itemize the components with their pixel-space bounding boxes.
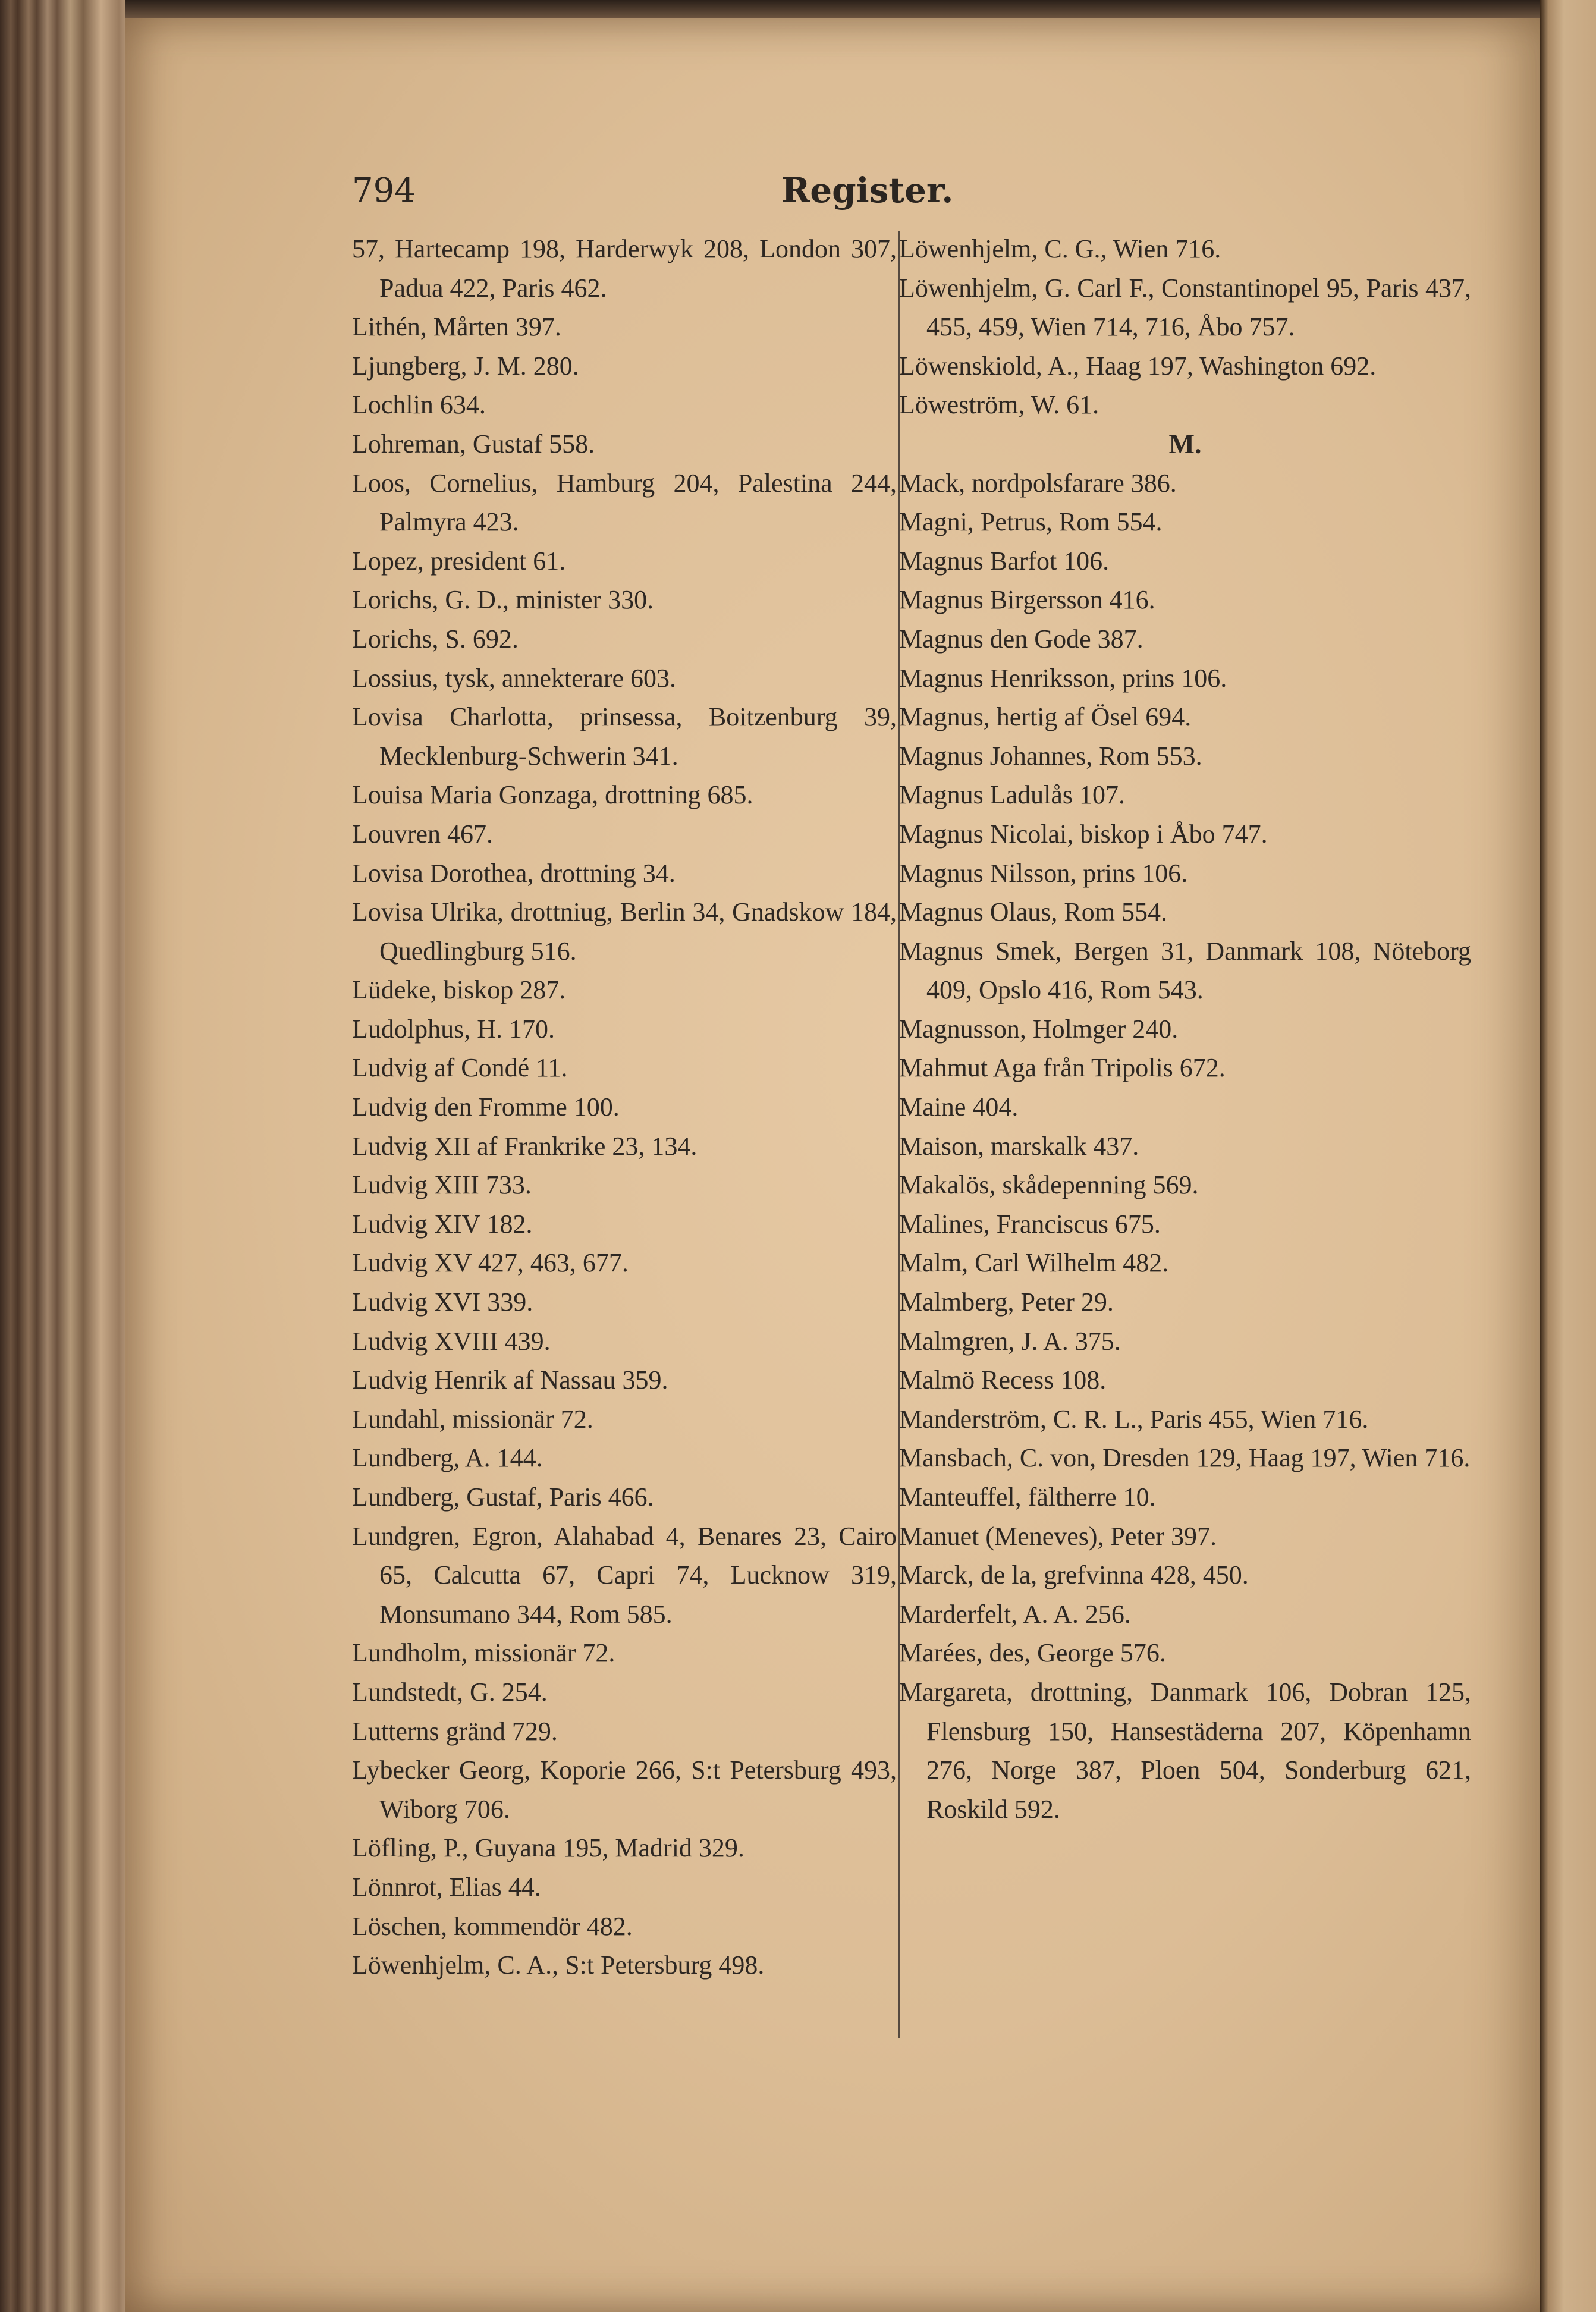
index-entry: Löfling, P., Guyana 195, Madrid 329. [352, 1833, 744, 1863]
index-entry: Lovisa Ulrika, drottniug, Berlin 34, Gnadskow 184, Quedlingburg 516. [352, 897, 897, 966]
index-entry: Marderfelt, A. A. 256. [899, 1599, 1131, 1629]
index-entry: Lossius, tysk, annekterare 603. [352, 663, 676, 693]
index-entry: Manderström, C. R. L., Paris 455, Wien 716. [899, 1404, 1369, 1434]
index-entry: Loos, Cornelius, Hamburg 204, Palestina 244, Palmyra 423. [352, 468, 897, 537]
index-entry: Lundholm, missionär 72. [352, 1638, 615, 1668]
page-title: Register. [781, 170, 954, 211]
index-entry: Löschen, kommendör 482. [352, 1911, 633, 1941]
index-entry: Magnusson, Holmger 240. [899, 1014, 1179, 1044]
book-binding [0, 0, 137, 2312]
index-entry: Lovisa Charlotta, prinsessa, Boitzenburg 39, Mecklenburg-Schwerin 341. [352, 702, 897, 771]
index-entry: Marées, des, George 576. [899, 1638, 1166, 1668]
index-column-left [352, 230, 897, 1985]
index-entry: Louvren 467. [352, 819, 494, 849]
index-entry: Ljungberg, J. M. 280. [352, 351, 579, 381]
index-entry: Lundberg, A. 144. [352, 1443, 543, 1473]
index-entry: Ludvig XII af Frankrike 23, 134. [352, 1131, 698, 1161]
index-entry: Lutterns gränd 729. [352, 1716, 558, 1746]
index-entry: Magnus Smek, Bergen 31, Danmark 108, Nöteborg 409, Opslo 416, Rom 543. [899, 936, 1471, 1005]
index-entry: Lovisa Dorothea, drottning 34. [352, 858, 676, 888]
index-entry: Ludvig den Fromme 100. [352, 1092, 620, 1122]
index-entry: Lönnrot, Elias 44. [352, 1872, 541, 1902]
page-number: 794 [352, 171, 416, 210]
index-entry: Magnus Olaus, Rom 554. [899, 897, 1167, 927]
index-entry: Lüdeke, biskop 287. [352, 975, 566, 1005]
index-entry: Lundgren, Egron, Alahabad 4, Benares 23, Cairo 65, Calcutta 67, Capri 74, Lucknow 319, Monsumano 344, Rom 585. [352, 1521, 897, 1629]
index-entry: Malmö Recess 108. [899, 1365, 1107, 1395]
index-entry: Löwenhjelm, C. A., S:t Petersburg 498. [352, 1950, 765, 1980]
index-entry: Mahmut Aga från Tripolis 672. [899, 1053, 1226, 1083]
index-entry: Magnus Nilsson, prins 106. [899, 858, 1188, 888]
index-entry: Louisa Maria Gonzaga, drottning 685. [352, 780, 753, 810]
index-entry: Lundstedt, G. 254. [352, 1677, 548, 1707]
index-entry: Mack, nordpolsfarare 386. [899, 468, 1177, 498]
index-entry: Ludvig XVI 339. [352, 1287, 533, 1317]
index-entry: Marck, de la, grefvinna 428, 450. [899, 1560, 1249, 1590]
index-entry: Löweström, W. 61. [899, 390, 1099, 420]
index-entry: Ludvig XIII 733. [352, 1170, 532, 1200]
index-entry: Magnus Barfot 106. [899, 546, 1110, 576]
index-entry: Malines, Franciscus 675. [899, 1209, 1161, 1239]
index-entry: Lopez, president 61. [352, 546, 566, 576]
index-entry: Malm, Carl Wilhelm 482. [899, 1248, 1169, 1278]
index-entry: Löwenhjelm, C. G., Wien 716. [899, 234, 1221, 263]
index-entry: Magnus Johannes, Rom 553. [899, 741, 1202, 771]
index-entry: Malmgren, J. A. 375. [899, 1326, 1121, 1356]
index-entry: Magnus Henriksson, prins 106. [899, 663, 1227, 693]
index-entry: Ludvig XV 427, 463, 677. [352, 1248, 629, 1278]
index-column-right [899, 230, 1471, 1829]
index-entry: Ludolphus, H. 170. [352, 1014, 555, 1044]
top-edge [125, 0, 1540, 18]
index-entry: Löwenhjelm, G. Carl F., Constantinopel 95, Paris 437, 455, 459, Wien 714, 716, Åbo 757. [899, 273, 1471, 342]
index-entry: Magnus Ladulås 107. [899, 780, 1126, 810]
index-entry: Ludvig Henrik af Nassau 359. [352, 1365, 668, 1395]
index-entry: Maine 404. [899, 1092, 1019, 1122]
index-entry: Malmberg, Peter 29. [899, 1287, 1114, 1317]
index-entry: Manuet (Meneves), Peter 397. [899, 1521, 1217, 1551]
index-entry: Ludvig XVIII 439. [352, 1326, 551, 1356]
index-entry: Lorichs, S. 692. [352, 624, 519, 654]
section-letter-heading: M. [1168, 428, 1202, 459]
index-entry: 57, Hartecamp 198, Harderwyk 208, London 307, Padua 422, Paris 462. [352, 234, 897, 303]
index-entry: Ludvig af Condé 11. [352, 1053, 568, 1083]
index-entry: Magni, Petrus, Rom 554. [899, 507, 1163, 537]
index-entry: Makalös, skådepenning 569. [899, 1170, 1199, 1200]
index-entry: Magnus Nicolai, biskop i Åbo 747. [899, 819, 1268, 849]
index-entry: Löwenskiold, A., Haag 197, Washington 692. [899, 351, 1377, 381]
index-entry: Lybecker Georg, Koporie 266, S:t Petersburg 493, Wiborg 706. [352, 1755, 897, 1824]
facing-page-edge [1540, 0, 1596, 2312]
index-entry: Lohreman, Gustaf 558. [352, 429, 595, 458]
index-entry: Lochlin 634. [352, 390, 486, 420]
index-entry: Magnus den Gode 387. [899, 624, 1143, 654]
index-entry: Maison, marskalk 437. [899, 1131, 1139, 1161]
index-entry: Magnus, hertig af Ösel 694. [899, 702, 1192, 732]
index-entry: Mansbach, C. von, Dresden 129, Haag 197, Wien 716. [899, 1443, 1471, 1473]
index-entry: Margareta, drottning, Danmark 106, Dobran 125, Flensburg 150, Hansestäderna 207, Köpenhamn 276, Norge 387, Ploen 504, Sonderburg 621, Roskild 592. [899, 1677, 1471, 1824]
index-entry: Lundahl, missionär 72. [352, 1404, 593, 1434]
index-entry: Manteuffel, fältherre 10. [899, 1482, 1156, 1512]
index-entry: Lorichs, G. D., minister 330. [352, 585, 654, 615]
index-entry: Lundberg, Gustaf, Paris 466. [352, 1482, 654, 1512]
index-entry: Lithén, Mårten 397. [352, 312, 561, 342]
index-entry: Ludvig XIV 182. [352, 1209, 533, 1239]
index-entry: Magnus Birgersson 416. [899, 585, 1155, 615]
